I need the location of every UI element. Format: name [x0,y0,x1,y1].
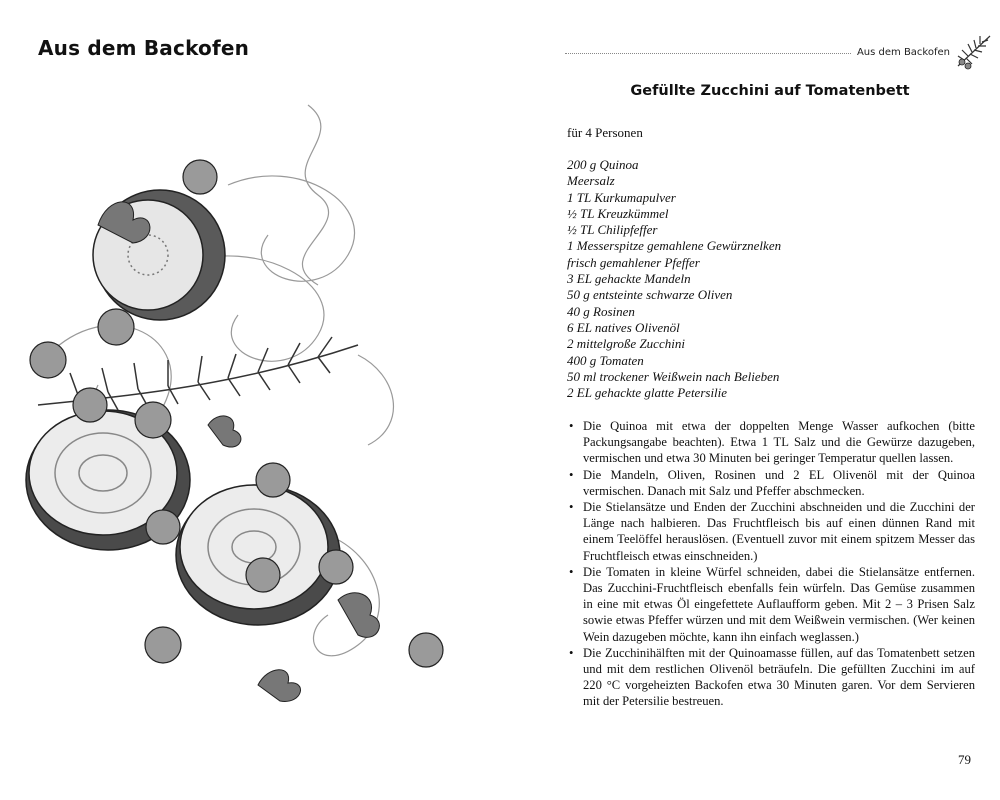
ingredient-item: 50 ml trockener Weißwein nach Belieben [567,368,780,384]
ingredient-item: 1 TL Kurkumapulver [567,189,676,205]
ingredient-item: 2 mittelgroße Zucchini [567,336,685,352]
instruction-step: • Die Stielansätze und Enden der Zucchini abschneiden und die Zucchini der Länge nach halbieren. Das Fruchtfleisch bis auf einen dünnen Rand mit einem Teelöffel herauslösen. (Eventuell zuvor mit einem spitzem Messer das Fruchtfleisch etwas einschneiden.) [567,499,975,564]
herb-sprig-icon [952,28,996,72]
ingredient-item: 50 g entsteinte schwarze Oliven [567,287,733,303]
ingredient-item: ½ TL Kreuzkümmel [567,205,669,221]
recipe-title: Gefüllte Zucchini auf Tomatenbett [630,83,910,99]
ingredient-item: 1 Messerspitze gemahlene Gewürznelken [567,238,782,254]
ingredient-item: 400 g Tomaten [567,352,644,368]
ingredient-item: ½ TL Chilipfeffer [567,222,658,238]
ingredient-item: 2 EL gehackte glatte Petersilie [567,385,728,401]
leader-dots [565,53,851,54]
ingredient-list [567,157,781,401]
vegetable-illustration [18,95,458,715]
ingredient-item: Meersalz [567,173,615,189]
ingredient-item: 3 EL gehackte Mandeln [567,271,691,287]
instruction-step: • Die Mandeln, Oliven, Rosinen und 2 EL Olivenöl mit der Quinoa vermischen. Danach mit Salz und Pfeffer abschmecken. [567,467,975,499]
ingredient-item: frisch gemahlener Pfeffer [567,254,700,270]
page-number: 79 [958,752,971,767]
running-header-label: Aus dem Backofen [856,46,950,58]
instruction-step: • Die Quinoa mit etwa der doppelten Menge Wasser aufkochen (bitte Packungsangabe beachten). Etwa 1 TL Salz und die Gewürze dazugeben, vermischen und etwa 30 Minuten bei geringer Temperatur quellen lassen. [567,418,975,467]
instruction-list [567,418,975,710]
ingredient-item: 200 g Quinoa [567,157,639,172]
running-header [565,42,950,62]
ingredient-item: 6 EL natives Olivenöl [567,319,680,335]
ingredient-item: 40 g Rosinen [567,303,635,319]
servings: für 4 Personen [567,125,643,140]
left-page-title: Aus dem Backofen [38,36,250,60]
instruction-step: • Die Zucchinihälften mit der Quinoamasse füllen, auf das Tomatenbett setzen und mit dem restlichen Olivenöl beträufeln. Die gefüllten Zucchini im auf 220 °C vorgeheizten Backofen etwa 30 Minuten garen. Vor dem Servieren mit der Petersilie bestreuen. [567,645,975,710]
instruction-step: • Die Tomaten in kleine Würfel schneiden, dabei die Stielansätze entfernen. Das Zucchini-Fruchtfleisch ebenfalls fein würfeln. Das Gemüse zusammen in eine mit etwas Öl eingefettete Auflaufform geben. Mit 2 – 3 Prisen Salz sowie etwas Pfeffer würzen und mit dem Weißwein vermischen. (Wer keinen Wein dazugeben möchte, kann ihn einfach weglassen.) [567,564,975,645]
